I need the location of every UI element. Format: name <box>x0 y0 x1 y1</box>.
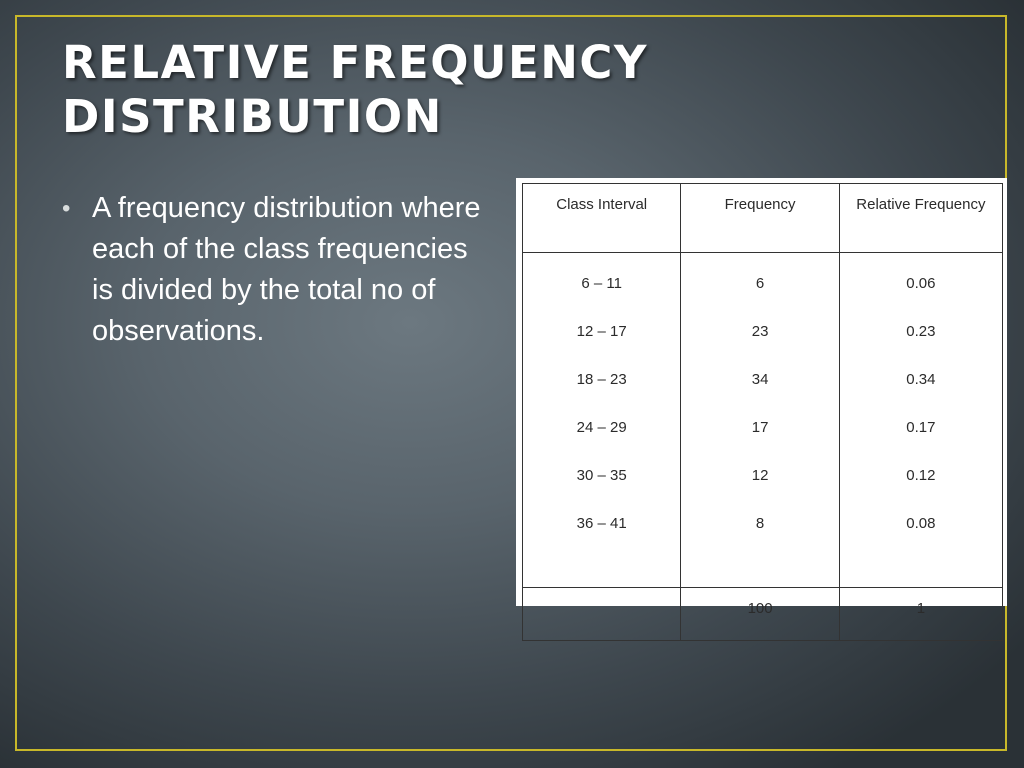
slide-title-line-2: DISTRIBUTION <box>62 90 443 143</box>
slide-title-line-1: RELATIVE FREQUENCY <box>62 36 649 89</box>
cell-class-interval: 36 – 41 <box>523 499 681 547</box>
cell-class-interval: 30 – 35 <box>523 451 681 499</box>
cell-relative-frequency: 0.34 <box>839 355 1002 403</box>
table-row <box>523 253 1003 308</box>
cell-frequency: 17 <box>681 403 839 451</box>
cell-relative-frequency: 0.12 <box>839 451 1002 499</box>
table-row <box>523 451 1003 499</box>
table-row <box>523 355 1003 403</box>
cell-class-interval: 6 – 11 <box>523 253 681 308</box>
cell-class-interval: 18 – 23 <box>523 355 681 403</box>
cell-class-interval: 12 – 17 <box>523 307 681 355</box>
cell-relative-frequency: 0.06 <box>839 253 1002 308</box>
cell-frequency: 34 <box>681 355 839 403</box>
cell-relative-frequency: 0.08 <box>839 499 1002 547</box>
cell-frequency: 6 <box>681 253 839 308</box>
table-row <box>523 499 1003 547</box>
total-class-interval <box>523 588 681 641</box>
bullet-dot-icon: • <box>62 195 71 222</box>
cell-class-interval: 24 – 29 <box>523 403 681 451</box>
total-relative-frequency: 1 <box>839 588 1002 641</box>
table-row <box>523 403 1003 451</box>
table-spacer-row <box>523 547 1003 588</box>
header-relative-frequency: Relative Frequency <box>839 184 1002 253</box>
bullet-list <box>62 188 482 352</box>
header-frequency: Frequency <box>681 184 839 253</box>
table-row <box>523 307 1003 355</box>
cell-frequency: 8 <box>681 499 839 547</box>
cell-relative-frequency: 0.17 <box>839 403 1002 451</box>
frequency-table-image <box>516 178 1007 617</box>
table-total-row <box>523 588 1003 641</box>
slide-title <box>62 36 648 144</box>
spacer-cell <box>681 547 839 588</box>
spacer-cell <box>523 547 681 588</box>
bullet-item <box>62 188 482 352</box>
header-class-interval: Class Interval <box>523 184 681 253</box>
total-frequency: 100 <box>681 588 839 641</box>
cell-frequency: 12 <box>681 451 839 499</box>
spacer-cell <box>839 547 1002 588</box>
relative-frequency-table <box>522 183 1003 641</box>
cell-relative-frequency: 0.23 <box>839 307 1002 355</box>
bullet-text: A frequency distribution where each of the class frequencies is divided by the total no of observations. <box>92 192 481 347</box>
table-header-row <box>523 184 1003 253</box>
cell-frequency: 23 <box>681 307 839 355</box>
